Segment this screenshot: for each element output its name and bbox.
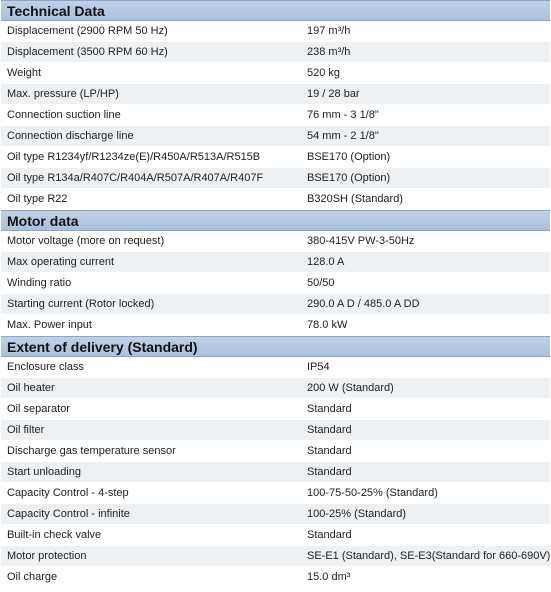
section-header: Technical Data xyxy=(1,0,550,21)
row-value: IP54 xyxy=(307,361,330,373)
table-row xyxy=(1,105,550,126)
section-header: Extent of delivery (Standard) xyxy=(1,336,550,357)
table-row xyxy=(1,63,550,84)
row-value: BSE170 (Option) xyxy=(307,172,391,184)
section-1 xyxy=(1,210,550,336)
table-row xyxy=(1,252,550,273)
row-value: 200 W (Standard) xyxy=(307,382,394,394)
row-label: Oil type R134a/R407C/R404A/R507A/R407A/R407F xyxy=(7,172,264,184)
table-row xyxy=(1,546,550,567)
table-row xyxy=(1,21,550,42)
row-value: 290.0 A D / 485.0 A DD xyxy=(307,298,420,310)
row-value: Standard xyxy=(307,403,352,415)
row-label: Oil heater xyxy=(7,382,55,394)
technical-data-sheet xyxy=(1,0,550,588)
table-row xyxy=(1,483,550,504)
table-row xyxy=(1,420,550,441)
table-row xyxy=(1,189,550,210)
row-value: SE-E1 (Standard), SE-E3(Standard for 660-690V) xyxy=(307,550,550,562)
row-value: 197 m³/h xyxy=(307,25,351,37)
row-label: Motor voltage (more on request) xyxy=(7,235,165,247)
row-label: Max operating current xyxy=(7,256,114,268)
row-label: Winding ratio xyxy=(7,277,72,289)
table-row xyxy=(1,357,550,378)
row-label: Max. pressure (LP/HP) xyxy=(7,88,119,100)
table-row xyxy=(1,42,550,63)
table-row xyxy=(1,147,550,168)
table-row xyxy=(1,315,550,336)
row-value: 76 mm - 3 1/8" xyxy=(307,109,379,121)
row-value: Standard xyxy=(307,466,352,478)
table-row xyxy=(1,462,550,483)
row-label: Oil type R22 xyxy=(7,193,68,205)
row-value: B320SH (Standard) xyxy=(307,193,403,205)
row-label: Discharge gas temperature sensor xyxy=(7,445,176,457)
table-row xyxy=(1,504,550,525)
row-value: 54 mm - 2 1/8" xyxy=(307,130,379,142)
row-value: Standard xyxy=(307,445,352,457)
row-label: Built-in check valve xyxy=(7,529,102,541)
row-value: 520 kg xyxy=(307,67,341,79)
row-value: 100-25% (Standard) xyxy=(307,508,407,520)
row-label: Oil filter xyxy=(7,424,45,436)
row-label: Start unloading xyxy=(7,466,81,478)
table-row xyxy=(1,441,550,462)
table-row xyxy=(1,399,550,420)
row-label: Enclosure class xyxy=(7,361,85,373)
table-row xyxy=(1,126,550,147)
row-label: Displacement (3500 RPM 60 Hz) xyxy=(7,46,168,58)
row-label: Oil type R1234yf/R1234ze(E)/R450A/R513A/R515B xyxy=(7,151,261,163)
table-row xyxy=(1,294,550,315)
row-label: Oil separator xyxy=(7,403,70,415)
row-label: Connection discharge line xyxy=(7,130,134,142)
table-row xyxy=(1,168,550,189)
row-value: 78.0 kW xyxy=(307,319,348,331)
row-label: Max. Power input xyxy=(7,319,92,331)
row-value: 100-75-50-25% (Standard) xyxy=(307,487,438,499)
row-label: Capacity Control - infinite xyxy=(7,508,130,520)
row-label: Oil charge xyxy=(7,571,58,583)
row-label: Starting current (Rotor locked) xyxy=(7,298,155,310)
row-label: Motor protection xyxy=(7,550,87,562)
row-value: 380-415V PW-3-50Hz xyxy=(307,235,415,247)
table-row xyxy=(1,567,550,588)
section-0 xyxy=(1,0,550,210)
section-header: Motor data xyxy=(1,210,550,231)
row-value: 238 m³/h xyxy=(307,46,351,58)
row-label: Capacity Control - 4-step xyxy=(7,487,129,499)
table-row xyxy=(1,525,550,546)
table-row xyxy=(1,273,550,294)
row-value: 15.0 dm³ xyxy=(307,571,351,583)
row-value: BSE170 (Option) xyxy=(307,151,391,163)
row-label: Displacement (2900 RPM 50 Hz) xyxy=(7,25,168,37)
row-label: Weight xyxy=(7,67,42,79)
row-label: Connection suction line xyxy=(7,109,121,121)
row-value: 50/50 xyxy=(307,277,335,289)
row-value: 19 / 28 bar xyxy=(307,88,360,100)
row-value: Standard xyxy=(307,529,352,541)
row-value: Standard xyxy=(307,424,352,436)
table-row xyxy=(1,378,550,399)
section-2 xyxy=(1,336,550,588)
table-row xyxy=(1,231,550,252)
row-value: 128.0 A xyxy=(307,256,345,268)
table-row xyxy=(1,84,550,105)
